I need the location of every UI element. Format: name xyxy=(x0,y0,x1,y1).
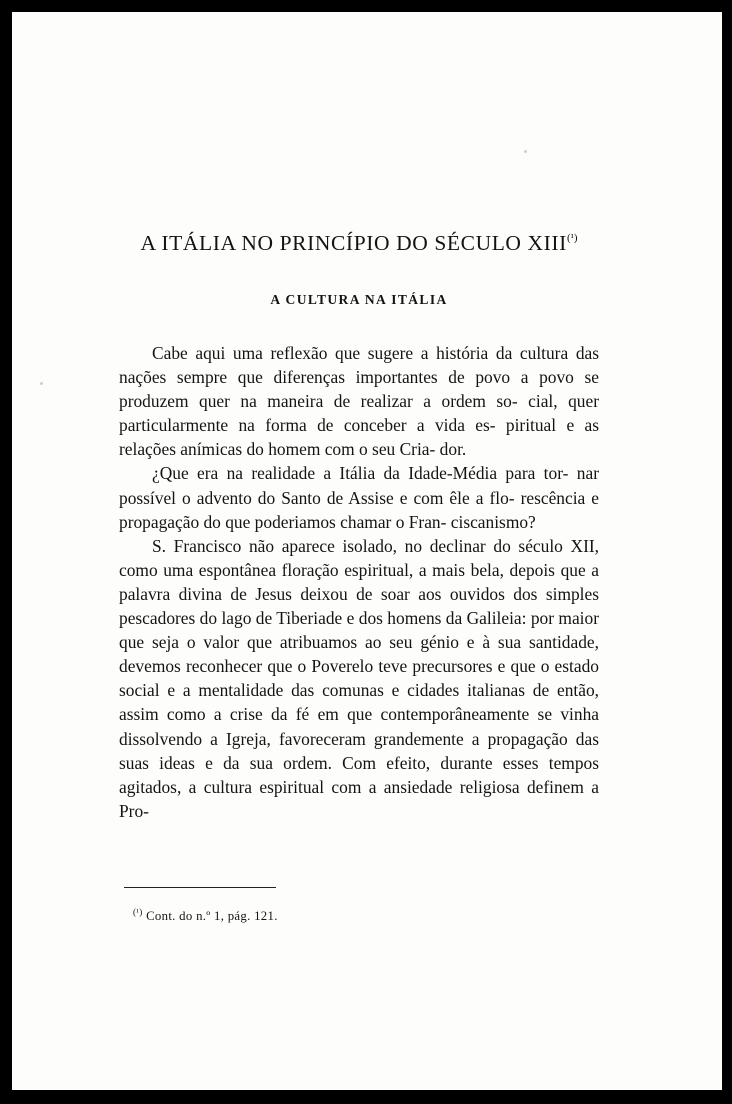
text-line: fé em que contemporâneamente se vinha dissolvendo a Igreja, xyxy=(119,704,599,749)
text-line: Galileia: por maior que seja o valor que atribuamos ao seu xyxy=(119,608,599,653)
footnote-text: Cont. do n.º 1, pág. 121. xyxy=(146,909,278,923)
footnote-rule xyxy=(124,887,276,888)
text-line: rescência e propagação do que poderiamos chamar o Fran- xyxy=(119,487,600,532)
text-line: dor. xyxy=(439,439,467,460)
title-footnote-mark: (¹) xyxy=(566,232,578,244)
text-line: ¿Que era na realidade a Itália da Idade-Média para tor- xyxy=(152,463,569,484)
document-page xyxy=(12,12,722,1090)
paper-speck xyxy=(524,150,527,153)
paper-speck xyxy=(40,382,43,385)
paragraph-3 xyxy=(119,534,599,823)
text-line: sua ordem. Com efeito, durante esses tempos agitados, a xyxy=(119,752,599,797)
text-line: S. Francisco não aparece isolado, no declinar do século XII, xyxy=(152,535,599,556)
text-line: ciscanismo? xyxy=(450,511,536,532)
article-title-text: A ITÁLIA NO PRINCÍPIO DO SÉCULO XIII xyxy=(140,231,567,255)
text-line: génio e à sua santidade, devemos reconhecer que o Poverelo xyxy=(119,632,599,677)
paragraph-2 xyxy=(119,461,599,533)
text-line: nar possível o advento do Santo de Assise e com êle a flo- xyxy=(119,463,599,508)
text-line: piritual e as relações anímicas do homem com o seu Cria- xyxy=(119,415,599,460)
text-line: cial, quer particularmente na forma de conceber a vida es- xyxy=(119,391,599,436)
footnote xyxy=(133,907,278,924)
article-title xyxy=(119,231,599,256)
text-line: Cabe aqui uma reflexão que sugere a história da cultura xyxy=(152,343,569,363)
text-line: comunas e cidades italianas de então, assim como a crise da xyxy=(119,680,599,725)
footnote-mark: (¹) xyxy=(133,907,143,917)
body-text xyxy=(119,341,599,823)
text-line: simples pescadores do lago de Tiberiade e dos homens da xyxy=(119,583,599,629)
section-subtitle: A CULTURA NA ITÁLIA xyxy=(270,292,448,307)
text-line: povo se produzem quer na maneira de realizar a ordem so- xyxy=(119,367,599,412)
text-line: como uma espontânea floração espiritual, a mais bela, depois xyxy=(119,559,555,580)
text-line: teve precursores e que o estado social e a mentalidade das xyxy=(119,656,599,701)
paragraph-1 xyxy=(119,341,599,461)
text-line: cultura espiritual com a ansiedade religiosa definem a Pro- xyxy=(119,776,599,821)
text-line: favoreceram grandemente a propagação das suas ideas e da xyxy=(119,728,599,773)
text-line: das nações sempre que diferenças importantes de povo a xyxy=(119,343,599,388)
text-line: que a palavra divina de Jesus deixou de soar aos ouvidos dos xyxy=(119,559,599,604)
